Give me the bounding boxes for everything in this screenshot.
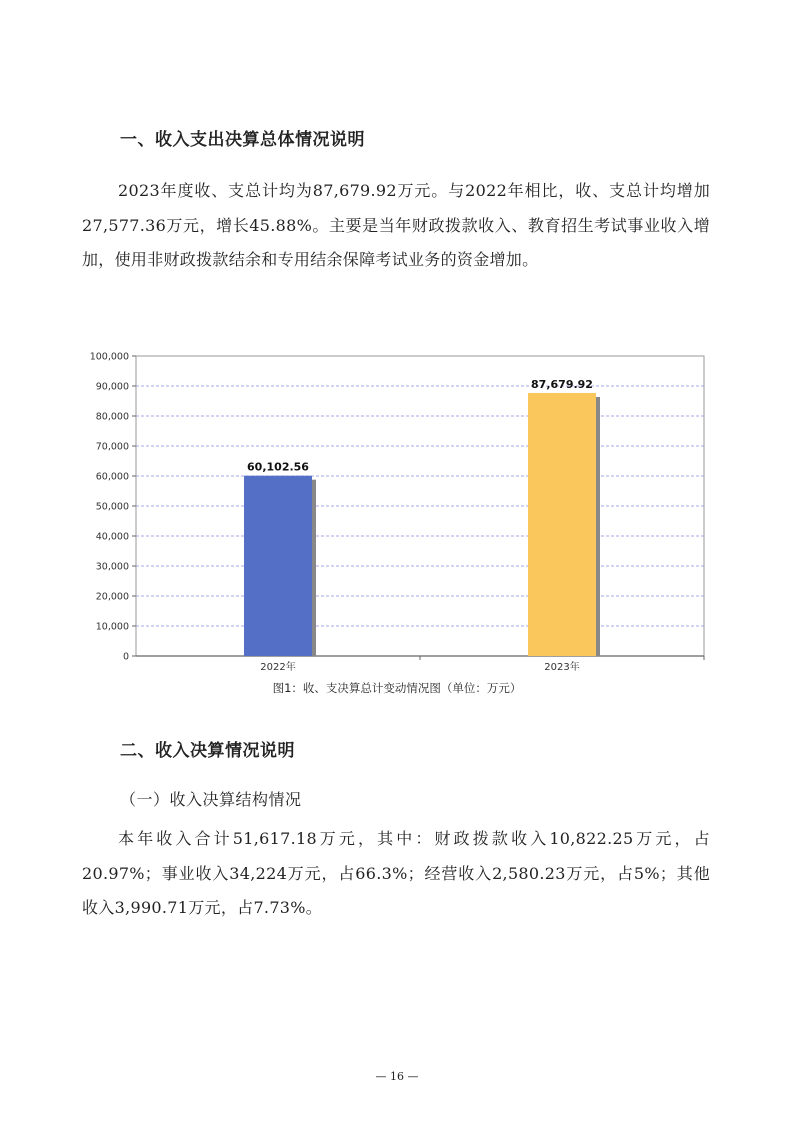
y-tick-label: 20,000 xyxy=(95,591,129,603)
section-heading-1: 一、收入支出决算总体情况说明 xyxy=(120,130,365,150)
y-tick-label: 50,000 xyxy=(95,501,129,513)
y-tick-label: 80,000 xyxy=(95,411,129,423)
chart-caption: 图1：收、支决算总计变动情况图（单位：万元） xyxy=(272,681,522,695)
section-heading-2: 二、收入决算情况说明 xyxy=(120,741,295,761)
y-tick-label: 30,000 xyxy=(95,561,129,573)
y-tick-label: 70,000 xyxy=(95,441,129,453)
bar-chart xyxy=(78,342,718,678)
bar xyxy=(244,476,312,656)
page-number: — 16 — xyxy=(375,1070,419,1083)
section-2-paragraph: 本年收入合计51,617.18万元，其中：财政拨款收入10,822.25万元，占20.97%；事业收入34,224万元，占66.3%；经营收入2,580.23万元，占5%；其他收入3,990.71万元，占7.73%。 xyxy=(82,829,710,917)
x-tick-label: 2022年 xyxy=(260,662,296,673)
chart-axes xyxy=(132,356,704,660)
chart-bars xyxy=(244,393,600,656)
y-tick-label: 10,000 xyxy=(95,621,129,633)
y-tick-label: 40,000 xyxy=(95,531,129,543)
section-1-paragraph: 2023年度收、支总计均为87,679.92万元。与2022年相比，收、支总计均增加27,577.36万元，增长45.88%。主要是当年财政拨款收入、教育招生考试事业收入增加，使用非财政拨款结余和专用结余保障考试业务的资金增加。 xyxy=(82,181,710,269)
y-tick-label: 100,000 xyxy=(89,351,129,363)
y-tick-label: 60,000 xyxy=(95,471,129,483)
subsection-heading-1: （一）收入决算结构情况 xyxy=(120,790,302,809)
chart-labels xyxy=(90,352,593,674)
bar xyxy=(528,393,596,656)
x-tick-label: 2023年 xyxy=(544,662,580,673)
chart-gridlines xyxy=(136,386,704,626)
bar-value-label: 87,679.92 xyxy=(531,377,593,391)
bar-value-label: 60,102.56 xyxy=(247,460,309,474)
y-tick-label: 90,000 xyxy=(95,381,129,393)
y-tick-label: 0 xyxy=(122,651,129,663)
